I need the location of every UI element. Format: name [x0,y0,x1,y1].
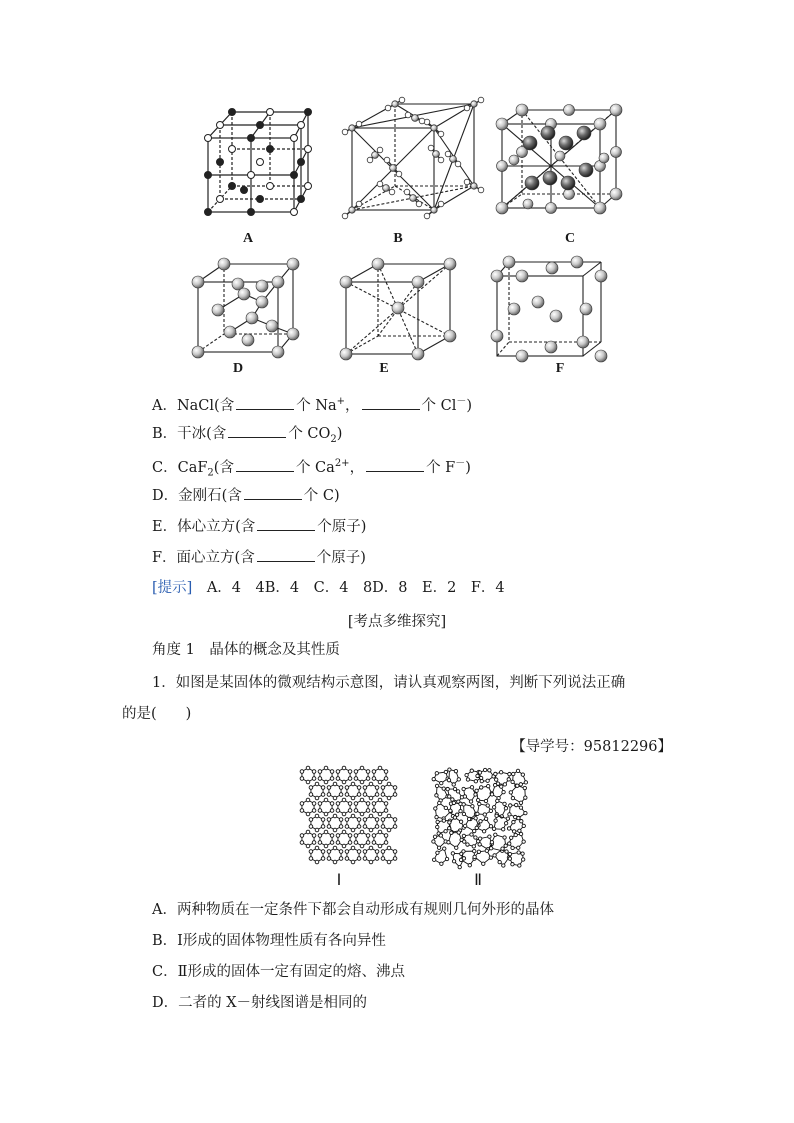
question-1-line-2: 的是( ) [122,706,192,722]
answer-blank[interactable] [244,485,302,500]
figure-label-d: D [232,361,244,376]
figure-label-a: A [242,231,254,246]
structure-ii-amorphous [432,768,528,869]
answer-blank[interactable] [366,457,424,472]
question-fcc: F．面心立方(含 个原子) [152,547,366,568]
option-c: C．Ⅱ形成的固体一定有固定的熔、沸点 [152,964,405,980]
figure-d-atoms [192,258,299,358]
figure-b-molecules [342,97,484,219]
question-caf2: C．CaF$_2$(含 个 $Ca^{2+}$， 个 F－) [152,458,471,479]
option-b: B．Ⅰ形成的固体物理性质有各向异性 [152,933,386,949]
question-bcc: E．体心立方(含 个原子) [152,516,366,537]
guide-number: 【导学号：95812296】 [511,739,672,755]
hint-text: A．4 4B．4 C．4 8D．8 E．2 F．4 [206,580,505,596]
question-nacl: A．NaCl(含 个 Na+， 个 Cl－) [152,396,473,414]
question-diamond: D．金刚石(含 个 C) [152,485,340,506]
option-d: D．二者的 X－射线图谱是相同的 [152,995,368,1011]
figure-label-b: B [393,231,403,246]
hint [152,578,505,598]
answer-blank[interactable] [228,423,286,438]
figure-f-atoms [491,256,607,362]
answer-blank[interactable] [236,457,294,472]
answer-blank[interactable] [257,516,315,531]
option-a: A．两种物质在一定条件下都会自动形成有规则几何外形的晶体 [152,902,554,918]
answer-blank[interactable] [236,395,294,410]
answer-blank[interactable] [362,395,420,410]
answer-blank[interactable] [257,547,315,562]
figure-label-f: F [555,361,565,376]
structure-i-crystalline [300,766,397,864]
figure-label-c: C [564,231,576,246]
crystal-figures [0,0,794,380]
question-dry-ice: B．干冰(含 个 $CO_2$) [152,423,342,450]
structure-label-i: Ⅰ [336,872,342,889]
structure-diagrams [290,765,590,870]
figure-label-e: E [379,361,389,376]
hint-tag: [提示] [152,580,193,596]
section-title: [考点多维探究] [347,614,447,630]
question-1-line-1: 1．如图是某固体的微观结构示意图，请认真观察两图，判断下列说法正确 [152,675,626,691]
structure-label-ii: Ⅱ [474,872,482,889]
angle-heading: 角度 1 晶体的概念及其性质 [152,642,340,658]
